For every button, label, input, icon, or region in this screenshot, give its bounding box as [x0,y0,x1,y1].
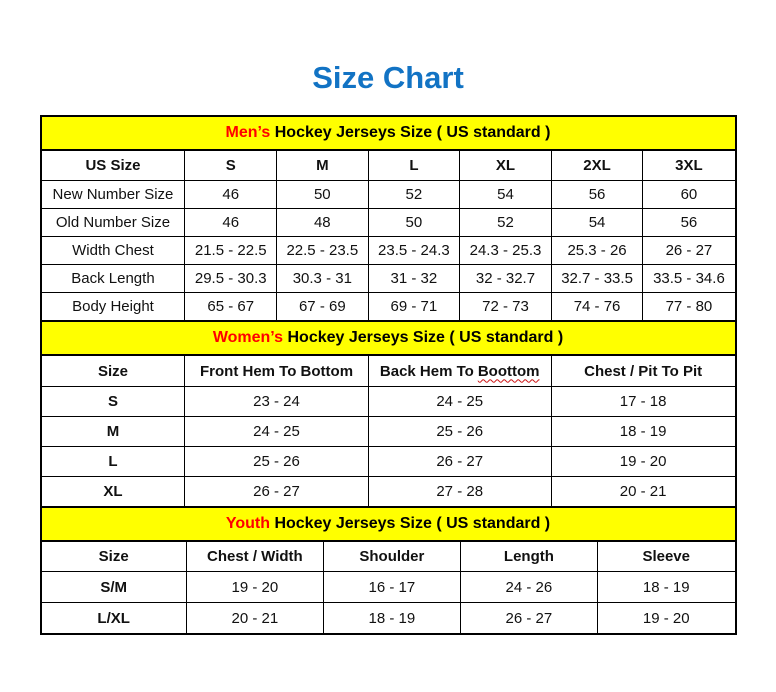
table-cell: 24 - 25 [185,417,368,447]
table-row [42,209,735,237]
table-cell: 52 [460,209,552,237]
table-cell: 72 - 73 [460,293,552,321]
table-cell: 32.7 - 33.5 [551,265,643,293]
table-row [42,572,735,603]
table-cell: 18 - 19 [323,603,460,634]
table-row [42,477,735,507]
table-header-row [42,356,735,387]
column-header [368,356,551,387]
table-cell: 20 - 21 [551,477,734,507]
table-cell: 74 - 76 [551,293,643,321]
size-chart [40,115,737,635]
table-row [42,181,735,209]
youth-banner-highlight: Youth [225,515,270,532]
table-cell: 23 - 24 [185,387,368,417]
table-cell: 23.5 - 24.3 [368,237,460,265]
table-cell: 24 - 25 [368,387,551,417]
table-cell: 67 - 69 [277,293,369,321]
page-title: Size Chart [312,60,464,95]
table-cell: 46 [185,181,277,209]
column-header: L [368,151,460,181]
table-cell: 24.3 - 25.3 [460,237,552,265]
column-header-text: Back Hem To [379,362,474,380]
table-cell: 26 - 27 [643,237,735,265]
table-cell: 60 [643,181,735,209]
table-cell: 18 - 19 [551,417,734,447]
table-cell: 48 [277,209,369,237]
table-row [42,293,735,321]
table-cell: 19 - 20 [551,447,734,477]
womens-table-header [42,356,735,387]
column-header: Chest / Width [186,542,323,572]
misspelled-word: Boottom [477,362,540,380]
youth-table-body [42,572,735,634]
table-cell: 52 [368,181,460,209]
table-cell: 50 [277,181,369,209]
table-cell: 19 - 20 [597,603,734,634]
table-cell: 21.5 - 22.5 [185,237,277,265]
table-cell: 25 - 26 [185,447,368,477]
column-header: Front Hem To Bottom [185,356,368,387]
column-header: XL [460,151,552,181]
table-cell: 26 - 27 [460,603,597,634]
row-label: L/XL [42,603,187,634]
table-cell: 30.3 - 31 [277,265,369,293]
table-cell: 16 - 17 [323,572,460,603]
table-cell: 32 - 32.7 [460,265,552,293]
table-cell: 18 - 19 [597,572,734,603]
mens-table-header [42,151,735,181]
youth-section-banner [42,506,735,542]
column-header: 3XL [643,151,735,181]
mens-size-table [42,151,735,320]
table-header-row [42,151,735,181]
table-cell: 54 [551,209,643,237]
column-header: Shoulder [323,542,460,572]
column-header: Chest / Pit To Pit [551,356,734,387]
table-cell: 46 [185,209,277,237]
column-header: Length [460,542,597,572]
table-row [42,417,735,447]
womens-section-banner [42,320,735,356]
table-cell: 31 - 32 [368,265,460,293]
table-row [42,237,735,265]
youth-table-header [42,542,735,572]
row-label: XL [42,477,185,507]
mens-banner-highlight: Men’s [225,124,271,141]
table-row [42,603,735,634]
youth-banner-text: Hockey Jerseys Size ( US standard ) [274,515,551,532]
table-header-row [42,542,735,572]
row-label: New Number Size [42,181,185,209]
column-header: Sleeve [597,542,734,572]
row-label: L [42,447,185,477]
table-cell: 33.5 - 34.6 [643,265,735,293]
row-label: Width Chest [42,237,185,265]
column-header: M [277,151,369,181]
table-row [42,265,735,293]
row-label: M [42,417,185,447]
table-cell: 26 - 27 [368,447,551,477]
row-label: Body Height [42,293,185,321]
table-cell: 26 - 27 [185,477,368,507]
mens-section-banner [42,117,735,151]
table-row [42,447,735,477]
womens-banner-text: Hockey Jerseys Size ( US standard ) [287,329,564,346]
table-cell: 77 - 80 [643,293,735,321]
table-cell: 19 - 20 [186,572,323,603]
row-label: S [42,387,185,417]
table-cell: 29.5 - 30.3 [185,265,277,293]
table-cell: 25.3 - 26 [551,237,643,265]
row-label: Old Number Size [42,209,185,237]
table-cell: 27 - 28 [368,477,551,507]
column-header: Size [42,542,187,572]
column-header: US Size [42,151,185,181]
column-header: S [185,151,277,181]
row-label: Back Length [42,265,185,293]
mens-banner-text: Hockey Jerseys Size ( US standard ) [274,124,551,141]
womens-banner-highlight: Women’s [212,329,284,346]
table-cell: 20 - 21 [186,603,323,634]
table-cell: 56 [643,209,735,237]
column-header: 2XL [551,151,643,181]
table-cell: 25 - 26 [368,417,551,447]
table-cell: 17 - 18 [551,387,734,417]
table-cell: 22.5 - 23.5 [277,237,369,265]
row-label: S/M [42,572,187,603]
youth-size-table [42,542,735,633]
table-cell: 50 [368,209,460,237]
column-header: Size [42,356,185,387]
table-cell: 56 [551,181,643,209]
table-cell: 69 - 71 [368,293,460,321]
womens-table-body [42,387,735,507]
mens-table-body [42,181,735,321]
table-cell: 24 - 26 [460,572,597,603]
table-cell: 54 [460,181,552,209]
table-cell: 65 - 67 [185,293,277,321]
womens-size-table [42,356,735,506]
table-row [42,387,735,417]
